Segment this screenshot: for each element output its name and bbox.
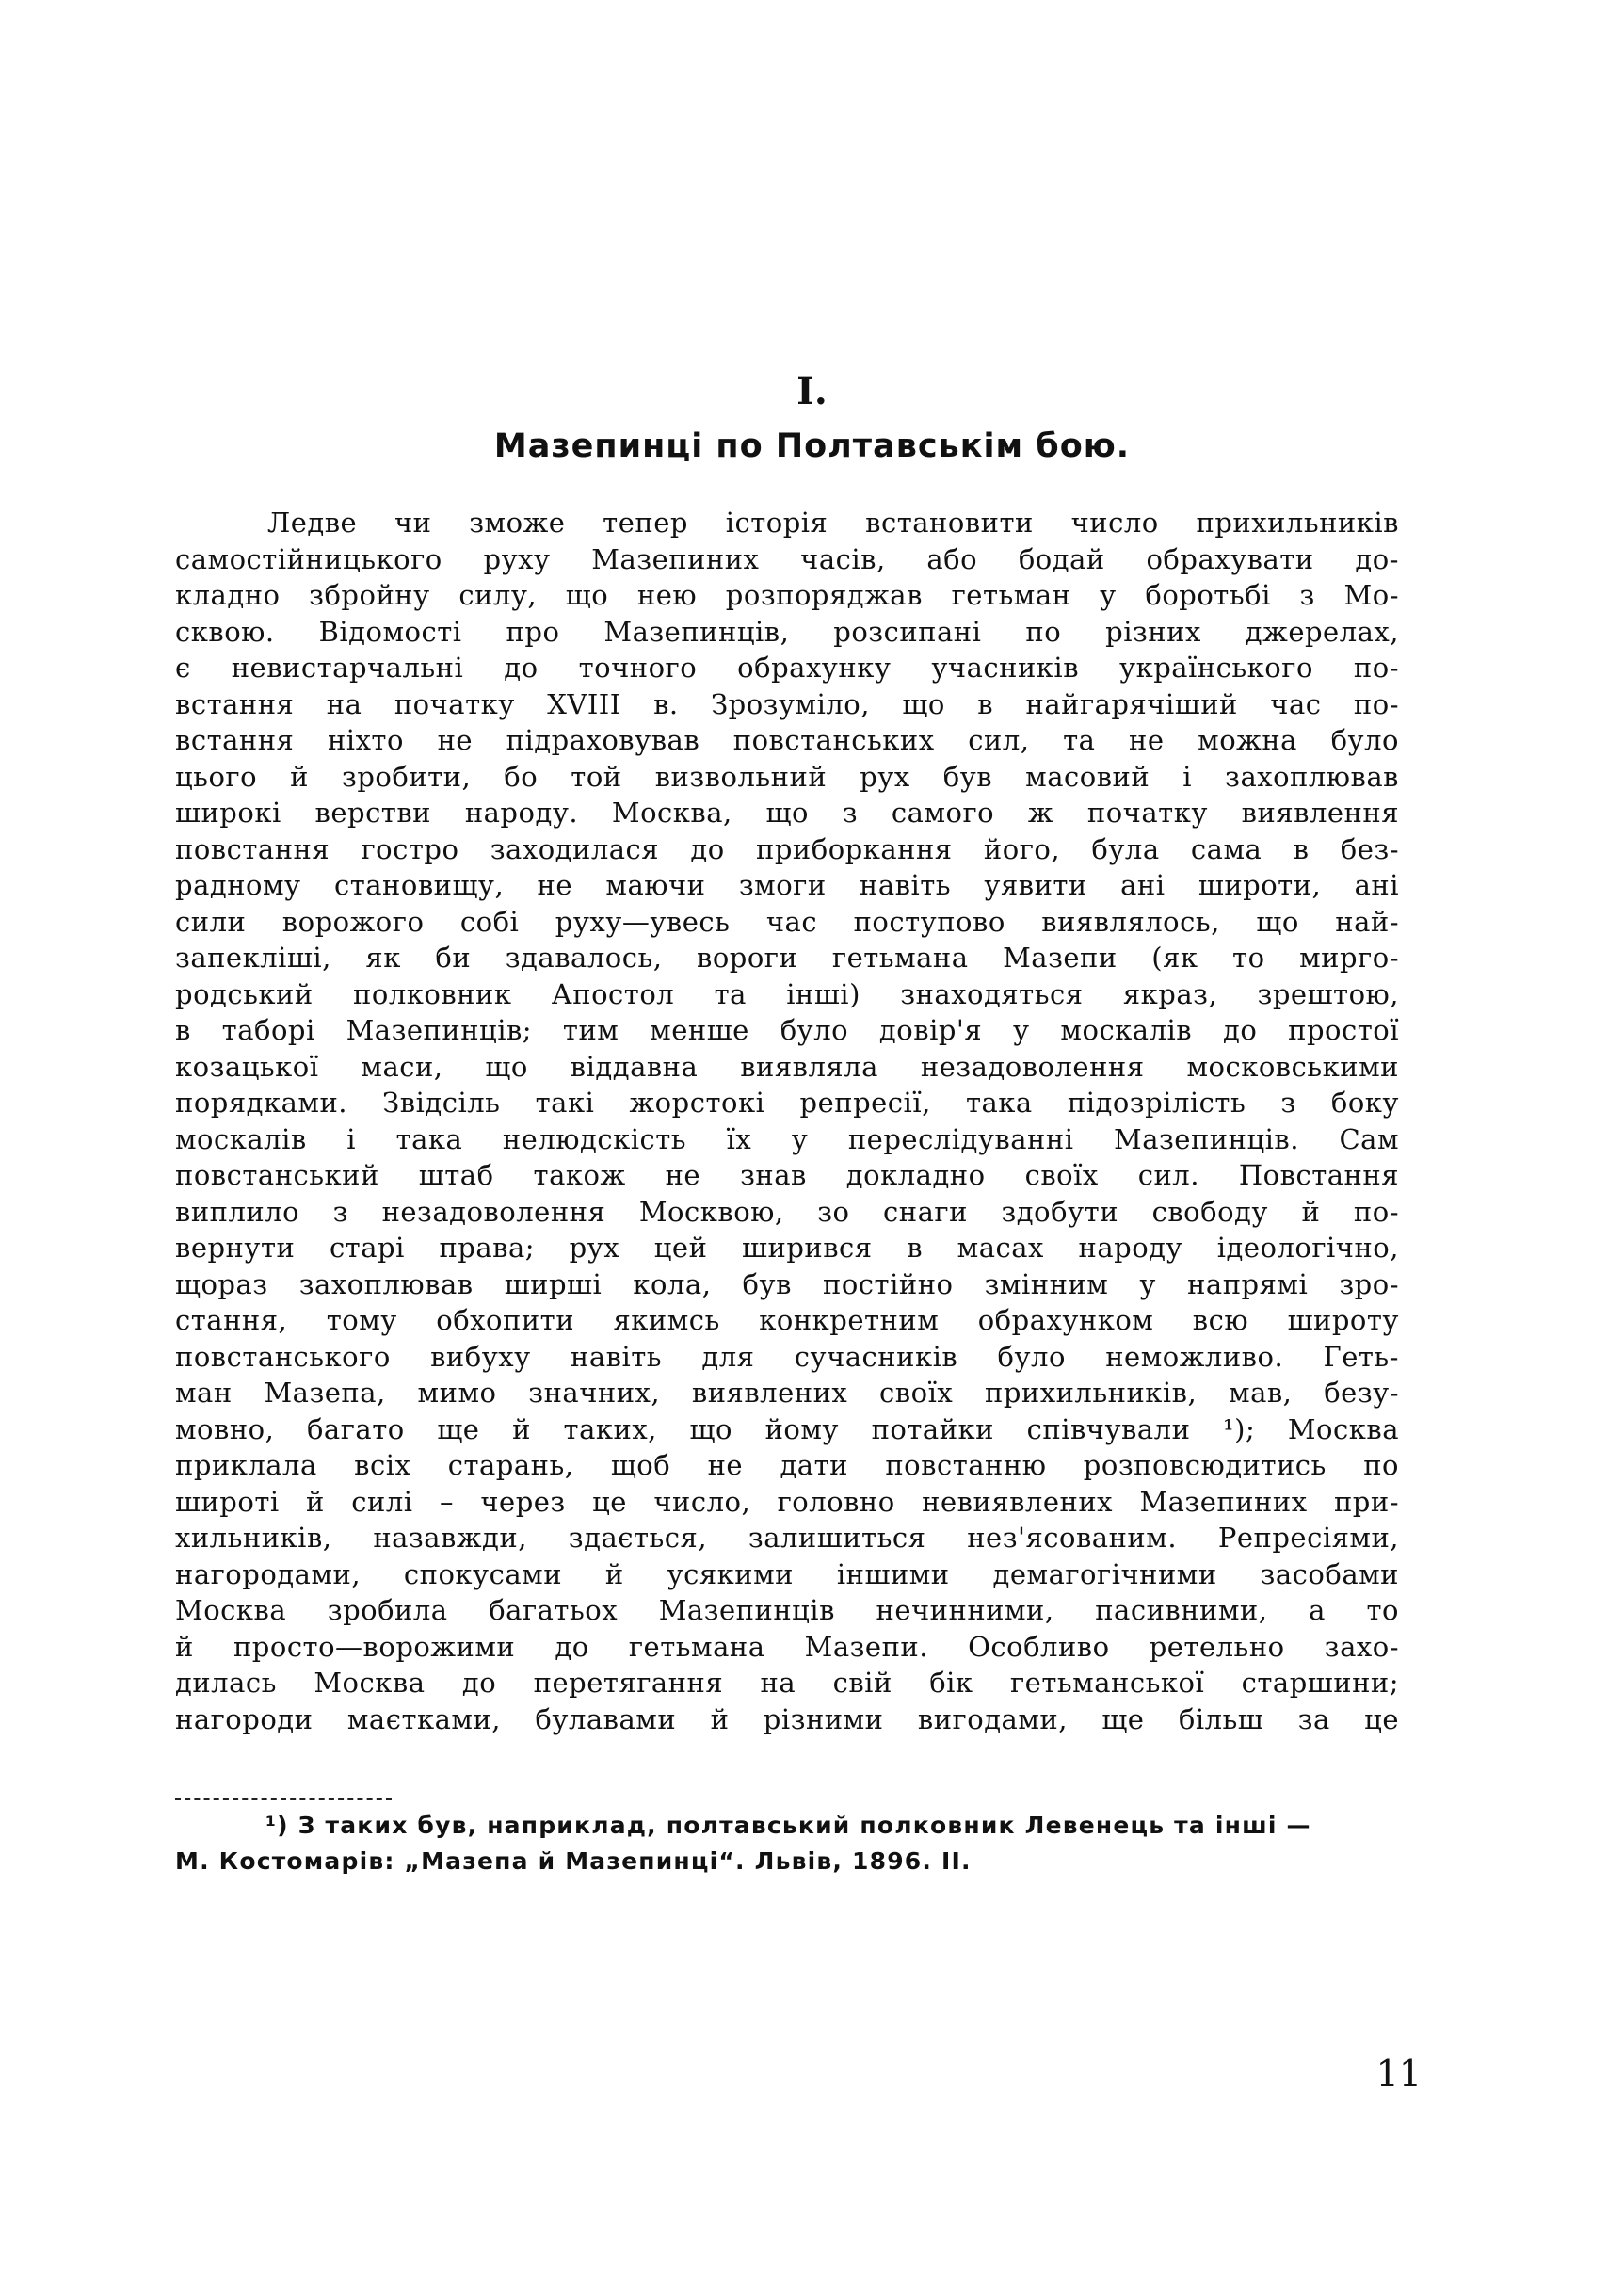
- text-line: повстання гостро заходилася до приборкання його, була сама в без-: [175, 832, 1399, 865]
- text-line: порядками. Звідсіль такі жорстокі репресії, така підозрілість з боку: [175, 1087, 1399, 1119]
- text-line: москалів і така нелюдскість їх у переслідуванні Мазепинців. Сам: [175, 1122, 1399, 1155]
- text-line: хильників, назавжди, здається, залишиться нез'ясованим. Репресіями,: [175, 1522, 1399, 1554]
- text-line: широті й силі – через це число, головно невиявлених Мазепиних при-: [175, 1485, 1399, 1518]
- text-line: козацької маси, що віддавна виявляла незадоволення московськими: [175, 1050, 1399, 1083]
- text-line: повстанського вибуху навіть для сучасників було неможливо. Геть-: [175, 1340, 1399, 1373]
- footnote-line: ¹) З таких був, наприклад, полтавський полковник Левенець та інші —: [265, 1812, 1311, 1839]
- body-text: [175, 505, 1399, 1737]
- text-line: виплило з незадоволення Москвою, зо снаги здобути свободу й по-: [175, 1195, 1399, 1228]
- text-line: радному становищу, не маючи змоги навіть уявити ані широти, ані: [175, 869, 1399, 901]
- text-line: широкі верстви народу. Москва, що з самого ж початку виявлення: [175, 797, 1399, 829]
- text-line: ман Мазепа, мимо значних, виявлених своїх прихильників, мав, безу-: [175, 1377, 1399, 1409]
- text-line: встання ніхто не підраховував повстанських сил, та не можна було: [175, 724, 1399, 756]
- text-line: вернути старі права; рух цей ширився в масах народу ідеологічно,: [175, 1232, 1399, 1264]
- footnote-line: М. Костомарів: „Мазепа й Мазепинці“. Львів, 1896. II.: [175, 1847, 972, 1875]
- text-line: сили ворожого собі руху—увесь час поступово виявлялось, що най-: [175, 905, 1399, 938]
- footnote: [175, 1808, 1399, 1879]
- text-line: самостійницького руху Мазепиних часів, або бодай обрахувати до-: [175, 542, 1399, 575]
- text-line: є невистарчальні до точного обрахунку учасників українського по-: [175, 652, 1399, 684]
- text-line: приклала всіх старань, щоб не дати повстанню розповсюдитись по: [175, 1449, 1399, 1481]
- text-line: повстанський штаб також не знав докладно своїх сил. Повстання: [175, 1159, 1399, 1191]
- text-line: щораз захоплював ширші кола, був постійно змінним у напрямі зро-: [175, 1267, 1399, 1300]
- chapter-number: I.: [796, 369, 828, 413]
- text-line: встання на початку XVIII в. Зрозуміло, що в найгарячіший час по-: [175, 687, 1399, 720]
- text-line: нагороди маєтками, булавами й різними вигодами, ще більш за це: [175, 1702, 1399, 1735]
- page-number: 11: [1375, 2053, 1422, 2094]
- text-line: кладно збройну силу, що нею розпоряджав гетьман у боротьбі з Мо-: [175, 579, 1399, 611]
- text-line: й просто—ворожими до гетьмана Мазепи. Особливо ретельно захо-: [175, 1630, 1399, 1663]
- text-line: мовно, багато ще й таких, що йому потайки співчували ¹); Москва: [175, 1412, 1399, 1445]
- text-line: нагородами, спокусами й усякими іншими демагогічними засобами: [175, 1557, 1399, 1590]
- text-line: родський полковник Апостол та інші) знаходяться якраз, зрештою,: [175, 977, 1399, 1010]
- text-line: Ледве чи зможе тепер історія встановити число прихильників: [267, 507, 1399, 539]
- chapter-title: Мазепинці по Полтавськім бою.: [493, 427, 1131, 465]
- text-line: в таборі Мазепинців; тим менше було довір'я у москалів до простої: [175, 1014, 1399, 1046]
- text-line: цього й зробити, бо той визвольний рух був масовий і захоплював: [175, 760, 1399, 793]
- footnote-separator: [175, 1798, 392, 1800]
- text-line: запекліші, як би здавалось, вороги гетьмана Мазепи (як то мирго-: [175, 942, 1399, 974]
- text-line: Москва зробила багатьох Мазепинців нечинними, пасивними, а то: [175, 1594, 1399, 1626]
- text-line: стання, тому обхопити якимсь конкретним обрахунком всю широту: [175, 1304, 1399, 1336]
- text-line: дилась Москва до перетягання на свій бік гетьманської старшини;: [175, 1667, 1399, 1699]
- text-line: сквою. Відомості про Мазепинців, розсипані по різних джерелах,: [175, 615, 1399, 648]
